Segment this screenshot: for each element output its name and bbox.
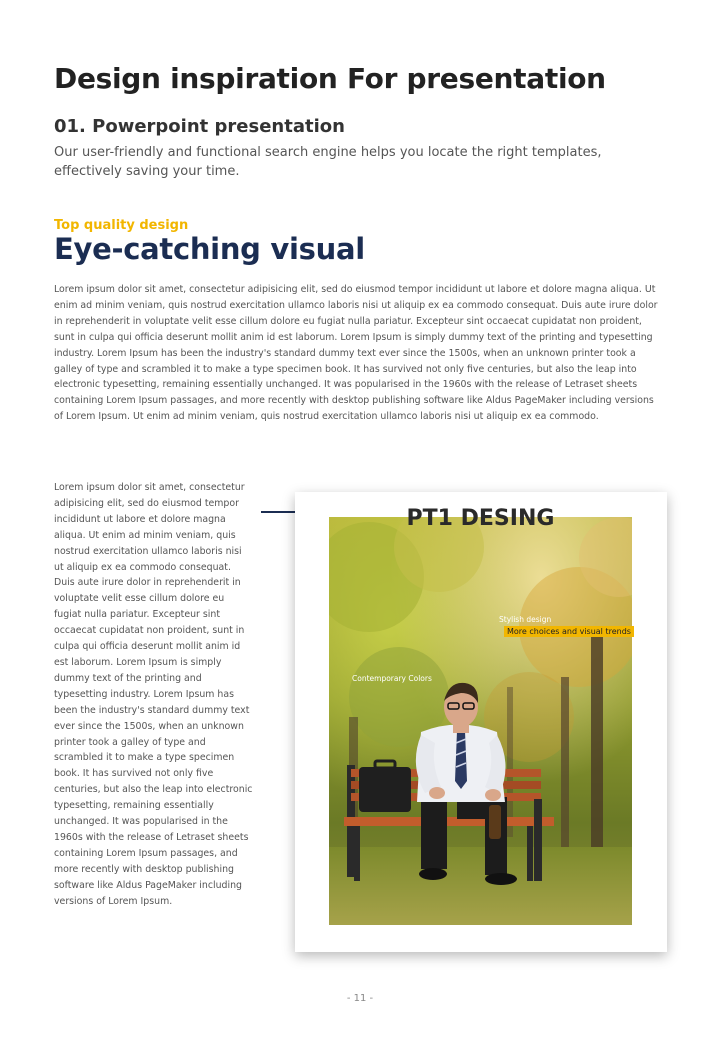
section-heading: 01. Powerpoint presentation (54, 116, 345, 137)
page-title: Design inspiration For presentation (54, 62, 606, 95)
body-paragraph: Lorem ipsum dolor sit amet, consectetur adipisicing elit, sed do eiusmod tempor incididunt ut labore et dolore magna aliqua. Ut enim ad minim veniam, quis nostrud exercitation ullamco laboris nisi ut aliquip ex ea commodo consequat. Duis aute irure dolor in reprehenderit in voluptate velit esse cillum dolore eu fugiat nulla pariatur. Excepteur sint occaecat cupidatat non proident, sunt in culpa qui officia deserunt mollit anim id est laborum. Lorem Ipsum is simply dummy text of the printing and typesetting industry. Lorem Ipsum has been the industry's standard dummy text ever since the 1500s, when an unknown printer took a galley of type and scrambled it to make a type specimen book. It has survived not only five centuries, but also the leap into electronic typesetting, remaining essentially unchanged. It was popularised in the 1960s with the release of Letraset sheets containing Lorem Ipsum passages, and more recently with desktop publishing software like Aldus PageMaker including versions of Lorem Ipsum. Ut enim ad minim veniam, quis nostrud exercitation ullamco laboris nisi ut aliquip ex ea commodo. (54, 284, 658, 423)
kicker-label: Top quality design (54, 218, 189, 233)
section-description: Our user-friendly and functional search engine helps you locate the right templates, effectively saving your time. (54, 145, 602, 179)
card-title: PT1 DESING (406, 506, 555, 531)
feature-heading: Eye-catching visual (54, 232, 365, 266)
page-number: - 11 - (346, 993, 374, 1004)
annotation-colors: Contemporary Colors (352, 674, 432, 683)
annotation-highlight: More choices and visual trends (504, 626, 634, 637)
side-paragraph: Lorem ipsum dolor sit amet, consectetur adipisicing elit, sed do eiusmod tempor incididunt ut labore et dolore magna aliqua. Ut enim ad minim veniam, quis nostrud exercitation ullamco laboris nisi ut aliquip ex ea commodo consequat. Duis aute irure dolor in reprehenderit in voluptate velit esse cillum dolore eu fugiat nulla pariatur. Excepteur sint occaecat cupidatat non proident, sunt in culpa qui officia deserunt mollit anim id est laborum. Lorem Ipsum is simply dummy text of the printing and typesetting industry. Lorem Ipsum has been the industry's standard dummy text ever since the 1500s, when an unknown printer took a galley of type and scrambled it to make a type specimen book. It has survived not only five centuries, but also the leap into electronic typesetting, remaining essentially unchanged. It was popularised in the 1960s with the release of Letraset sheets containing Lorem Ipsum passages, and more recently with desktop publishing software like Aldus PageMaker including versions of Lorem Ipsum. (54, 482, 253, 907)
annotation-stylish: Stylish design (499, 615, 552, 624)
park-photo (329, 517, 632, 925)
man-on-bench-illustration (329, 517, 632, 925)
